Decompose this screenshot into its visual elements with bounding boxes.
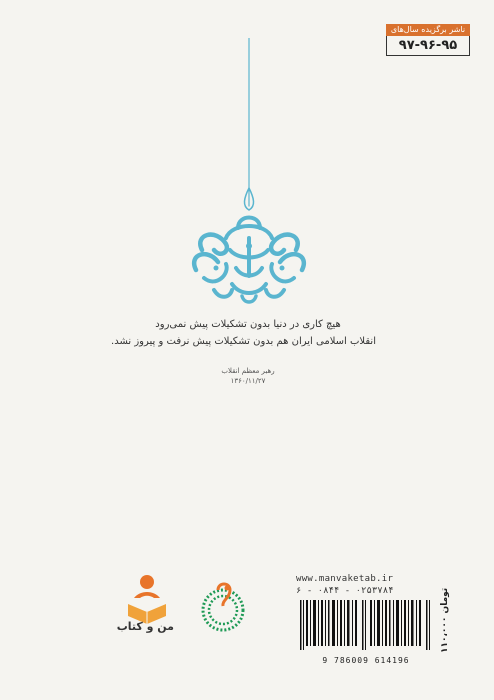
- award-badge-title: ناشر برگزیده سال‌های: [386, 24, 470, 36]
- barcode-block: [296, 572, 436, 664]
- emblem-logo-icon: [200, 580, 246, 632]
- award-badge: [386, 24, 470, 56]
- price-label: ۱۱۰،۰۰۰ تومان: [440, 587, 450, 653]
- publisher-url: www.manvaketab.ir: [296, 574, 394, 584]
- quote-line-2: انقلاب اسلامی ایران هم بدون تشکیلات پیش نرفت و پیروز نشد.: [111, 336, 376, 347]
- isbn-number: 9 786009 614196: [322, 656, 410, 665]
- citation-date: ۱۳۶۰/۱۱/۲۷: [230, 377, 266, 385]
- award-badge-years: ۹۷-۹۶-۹۵: [386, 36, 470, 56]
- citation-author: رهبر معظم انقلاب: [221, 367, 275, 375]
- isbn-persian: ۶ - ۰۸۴۴ - ۰۲۵۳۷۸۴: [296, 586, 394, 596]
- publisher-logo-text: من و کتاب: [116, 620, 174, 633]
- isbn-barcode: [296, 600, 436, 654]
- quote-citation: [180, 366, 316, 386]
- ornament-icon: [186, 38, 312, 306]
- quote-text: [111, 316, 376, 350]
- quote-line-1: هیچ کاری در دنیا بدون تشکیلات پیش نمی‌رود: [155, 319, 341, 330]
